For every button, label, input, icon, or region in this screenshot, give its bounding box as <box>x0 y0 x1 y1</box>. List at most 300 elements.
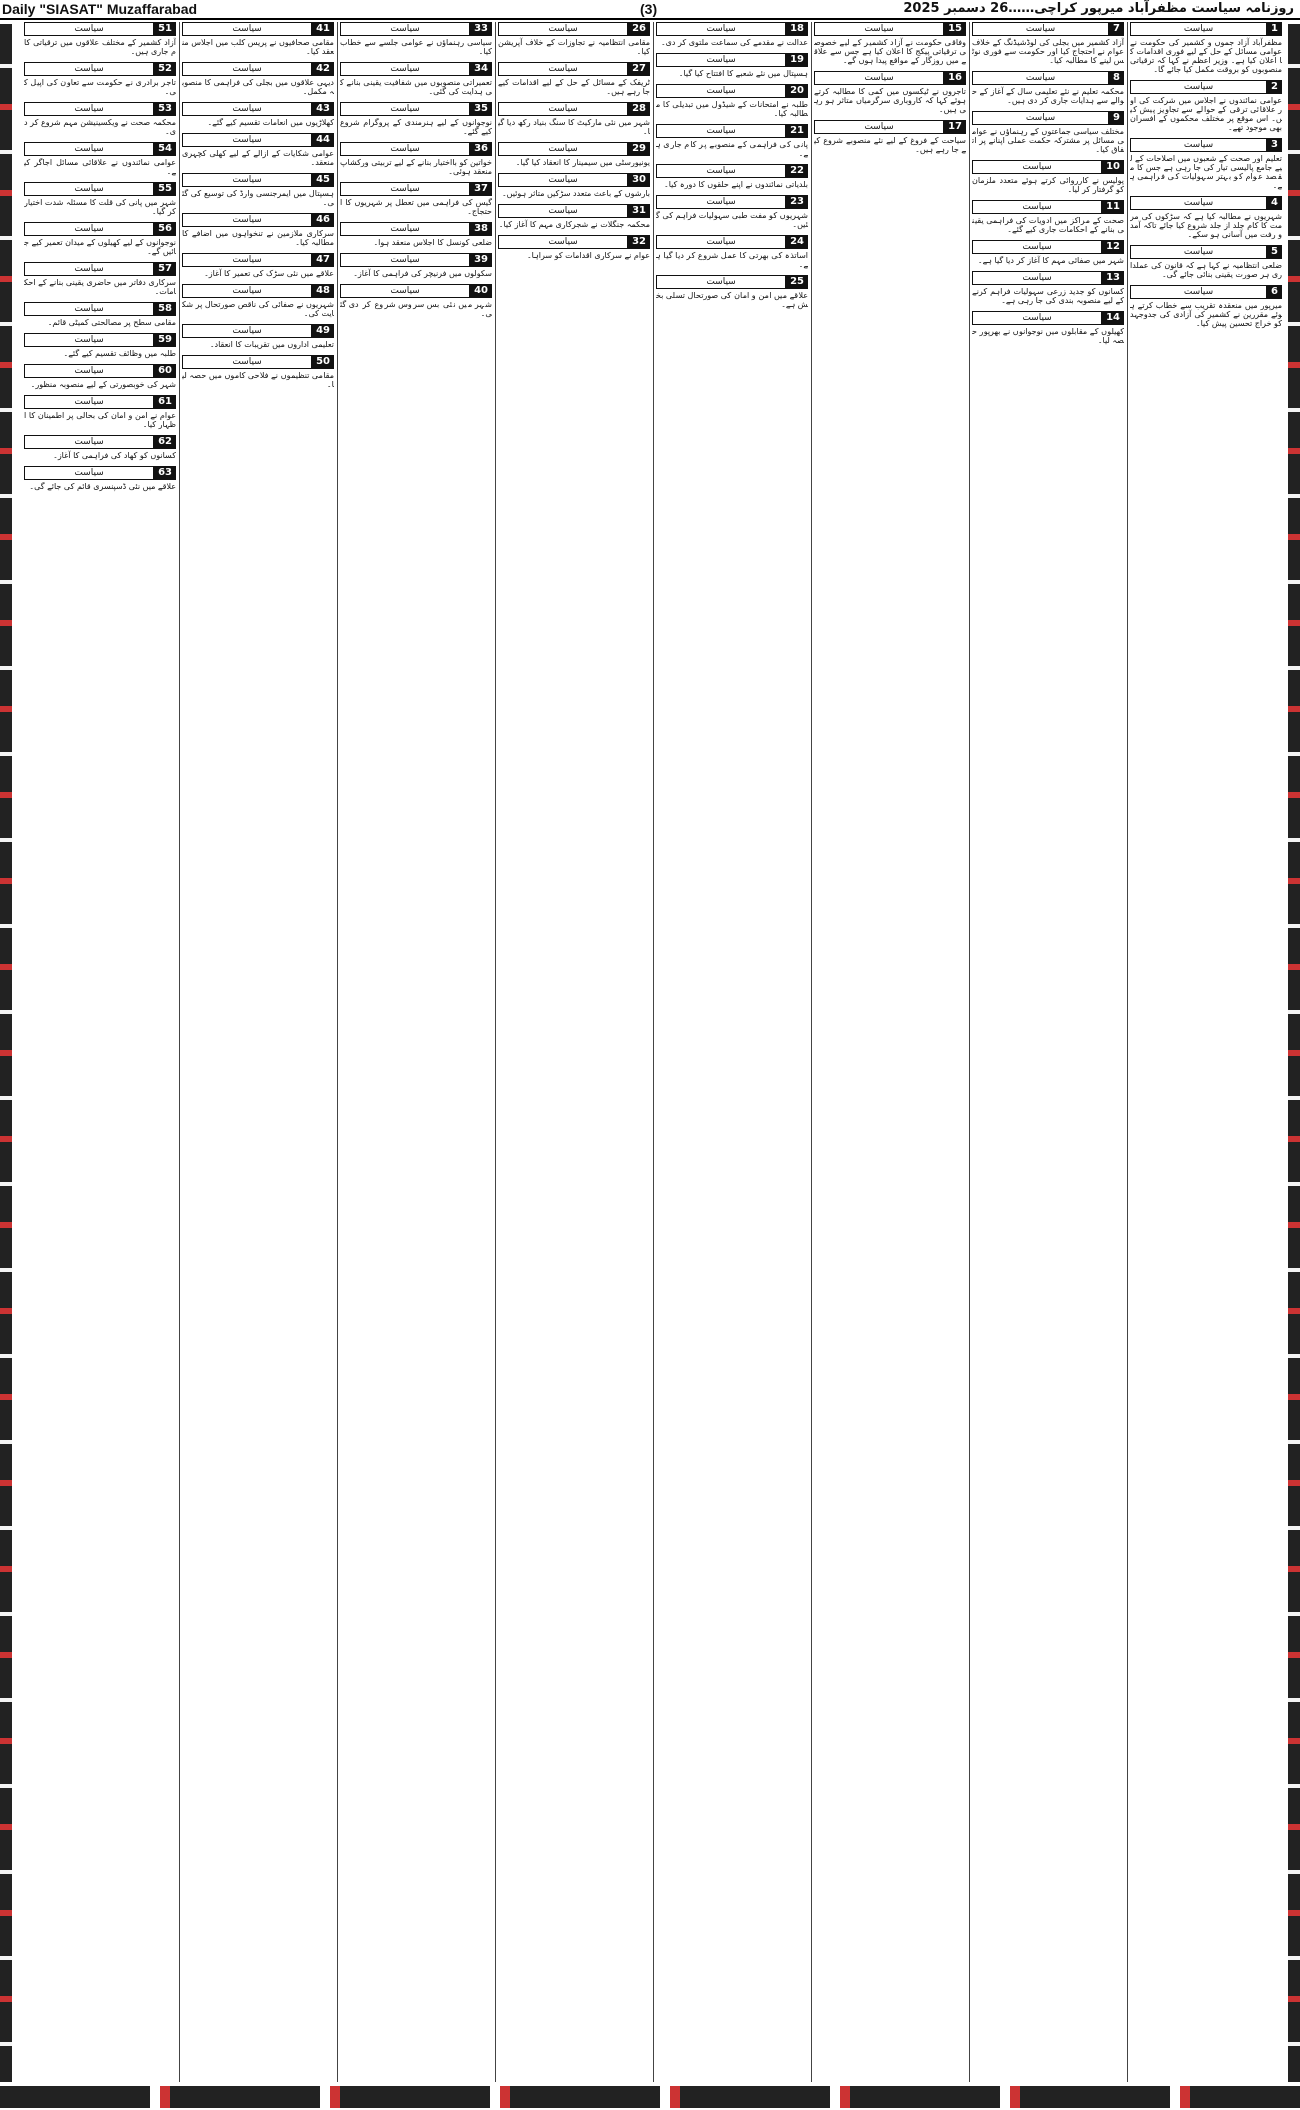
story-header <box>498 235 650 249</box>
story-brand: سیاست <box>24 302 154 316</box>
story-header <box>182 22 334 36</box>
story-header <box>340 284 492 298</box>
news-story <box>1130 22 1282 74</box>
story-brand: سیاست <box>972 160 1102 174</box>
news-story <box>656 84 808 118</box>
story-text: گیس کی فراہمی میں تعطل پر شہریوں کا احتجاج۔ <box>340 198 492 216</box>
story-text: طلبہ میں وظائف تقسیم کیے گئے۔ <box>63 349 176 358</box>
story-brand: سیاست <box>24 222 154 236</box>
story-text: عوام نے امن و امان کی بحالی پر اطمینان کا اظہار کیا۔ <box>24 411 176 429</box>
column-divider <box>653 22 654 2082</box>
story-number: 4 <box>1267 196 1282 210</box>
story-text: سیاحت کے فروغ کے لیے نئے منصوبے شروع کیے جا رہے ہیں۔ <box>814 136 966 154</box>
story-text: وفاقی حکومت نے آزاد کشمیر کے لیے خصوصی ترقیاتی پیکج کا اعلان کیا ہے جس سے علاقے میں روزگار کے مواقع پیدا ہوں گے۔ <box>814 38 966 65</box>
story-number: 35 <box>470 102 492 116</box>
story-number: 55 <box>154 182 176 196</box>
masthead-left: Daily "SIASAT" Muzaffarabad <box>2 1 198 17</box>
news-story <box>972 200 1124 234</box>
story-text: شہر میں صفائی مہم کا آغاز کر دیا گیا ہے۔ <box>977 256 1124 265</box>
story-number: 47 <box>312 253 334 267</box>
story-text: کسانوں کو جدید زرعی سہولیات فراہم کرنے کے لیے منصوبہ بندی کی جا رہی ہے۔ <box>972 287 1124 305</box>
story-brand: سیاست <box>24 364 154 378</box>
story-text: شہریوں نے مطالبہ کیا ہے کہ سڑکوں کی مرمت کا کام جلد از جلد شروع کیا جائے تاکہ آمد و رفت میں آسانی ہو سکے۔ <box>1130 212 1282 239</box>
story-text: عوام نے سرکاری اقدامات کو سراہا۔ <box>526 251 650 260</box>
news-story <box>972 271 1124 305</box>
story-text: خواتین کو بااختیار بنانے کے لیے تربیتی ورکشاپ منعقد ہوئی۔ <box>340 158 492 176</box>
story-header <box>1130 196 1282 210</box>
story-header <box>972 200 1124 214</box>
story-brand: سیاست <box>972 311 1102 325</box>
story-text: بارشوں کے باعث متعدد سڑکیں متاثر ہوئیں۔ <box>501 189 650 198</box>
story-number: 8 <box>1109 71 1124 85</box>
story-text: علاقے میں نئی سڑک کی تعمیر کا آغاز۔ <box>204 269 334 278</box>
story-header <box>24 395 176 409</box>
story-text: عوامی نمائندوں نے علاقائی مسائل اجاگر کیے۔ <box>24 158 176 176</box>
news-story <box>972 240 1124 265</box>
story-brand: سیاست <box>182 173 312 187</box>
news-story <box>182 22 334 56</box>
story-brand: سیاست <box>656 275 786 289</box>
story-brand: سیاست <box>182 324 312 338</box>
story-text: میرپور میں منعقدہ تقریب سے خطاب کرتے ہوئے مقررین نے کشمیر کی آزادی کی جدوجہد کو خراج تحسین پیش کیا۔ <box>1130 301 1282 328</box>
story-brand: سیاست <box>24 435 154 449</box>
story-number: 44 <box>312 133 334 147</box>
news-story <box>24 22 176 56</box>
news-story <box>814 71 966 114</box>
news-story <box>24 62 176 96</box>
story-brand: سیاست <box>656 84 786 98</box>
column-divider <box>495 22 496 2082</box>
news-story <box>656 195 808 229</box>
news-story <box>340 62 492 96</box>
story-header <box>656 22 808 36</box>
story-number: 61 <box>154 395 176 409</box>
story-number: 16 <box>944 71 966 85</box>
story-header <box>24 333 176 347</box>
story-text: عدالت نے مقدمے کی سماعت ملتوی کر دی۔ <box>660 38 808 47</box>
story-header <box>340 62 492 76</box>
story-header <box>182 324 334 338</box>
story-number: 23 <box>786 195 808 209</box>
news-story <box>1130 285 1282 328</box>
story-number: 39 <box>470 253 492 267</box>
news-column <box>1130 22 1282 2082</box>
story-brand: سیاست <box>1130 80 1267 94</box>
story-text: مقامی تنظیموں نے فلاحی کاموں میں حصہ لیا۔ <box>182 371 334 389</box>
story-brand: سیاست <box>1130 285 1267 299</box>
story-number: 60 <box>154 364 176 378</box>
story-number: 53 <box>154 102 176 116</box>
story-number: 20 <box>786 84 808 98</box>
story-header <box>1130 245 1282 259</box>
story-brand: سیاست <box>498 235 628 249</box>
story-brand: سیاست <box>814 120 944 134</box>
story-brand: سیاست <box>498 62 628 76</box>
story-text: محکمہ تعلیم نے نئے تعلیمی سال کے آغاز کے حوالے سے ہدایات جاری کر دی ہیں۔ <box>972 87 1124 105</box>
news-story <box>24 302 176 327</box>
news-story <box>656 164 808 189</box>
news-story <box>182 102 334 127</box>
news-story <box>498 204 650 229</box>
story-header <box>972 71 1124 85</box>
page-number: (3) <box>640 1 658 17</box>
story-number: 10 <box>1102 160 1124 174</box>
story-header <box>1130 80 1282 94</box>
story-brand: سیاست <box>498 102 628 116</box>
story-brand: سیاست <box>972 71 1109 85</box>
news-story <box>340 284 492 318</box>
story-text: ضلعی کونسل کا اجلاس منعقد ہوا۔ <box>373 238 492 247</box>
story-brand: سیاست <box>182 133 312 147</box>
story-text: دیہی علاقوں میں بجلی کی فراہمی کا منصوبہ مکمل۔ <box>182 78 334 96</box>
story-brand: سیاست <box>972 240 1102 254</box>
story-header <box>340 102 492 116</box>
story-number: 45 <box>312 173 334 187</box>
news-story <box>24 435 176 460</box>
story-number: 26 <box>628 22 650 36</box>
story-text: پولیس نے کارروائی کرتے ہوئے متعدد ملزمان کو گرفتار کر لیا۔ <box>972 176 1124 194</box>
story-number: 29 <box>628 142 650 156</box>
story-number: 41 <box>312 22 334 36</box>
news-story <box>182 213 334 247</box>
story-brand: سیاست <box>182 102 312 116</box>
story-header <box>972 22 1124 36</box>
story-number: 51 <box>154 22 176 36</box>
story-header <box>972 311 1124 325</box>
story-header <box>972 111 1124 125</box>
column-divider <box>1127 22 1128 2082</box>
news-story <box>182 133 334 167</box>
story-text: مقامی انتظامیہ نے تجاوزات کے خلاف آپریشن کیا۔ <box>498 38 650 56</box>
story-header <box>24 466 176 480</box>
story-brand: سیاست <box>24 466 154 480</box>
story-text: مقامی صحافیوں نے پریس کلب میں اجلاس منعقد کیا۔ <box>182 38 334 56</box>
news-story <box>182 253 334 278</box>
masthead-right: روزنامہ سیاست مظفرآباد میرپور کراچی……26 دسمبر 2025 <box>903 1 1294 16</box>
story-text: تاجر برادری نے حکومت سے تعاون کی اپیل کی۔ <box>24 78 176 96</box>
news-story <box>498 142 650 167</box>
story-number: 13 <box>1102 271 1124 285</box>
story-text: پانی کی فراہمی کے منصوبے پر کام جاری ہے۔ <box>656 140 808 158</box>
news-story <box>24 262 176 296</box>
story-number: 36 <box>470 142 492 156</box>
story-brand: سیاست <box>182 284 312 298</box>
story-header <box>972 160 1124 174</box>
story-number: 54 <box>154 142 176 156</box>
story-number: 52 <box>154 62 176 76</box>
story-header <box>24 22 176 36</box>
story-number: 27 <box>628 62 650 76</box>
news-story <box>972 22 1124 65</box>
story-text: تعلیمی اداروں میں تقریبات کا انعقاد۔ <box>209 340 334 349</box>
story-text: عوامی شکایات کے ازالے کے لیے کھلی کچہری منعقد۔ <box>182 149 334 167</box>
story-header <box>656 53 808 67</box>
story-number: 42 <box>312 62 334 76</box>
story-header <box>340 142 492 156</box>
right-ornament-border <box>1288 24 1300 2082</box>
story-number: 24 <box>786 235 808 249</box>
story-brand: سیاست <box>1130 196 1267 210</box>
news-story <box>340 222 492 247</box>
news-story <box>972 71 1124 105</box>
story-number: 5 <box>1267 245 1282 259</box>
story-brand: سیاست <box>656 22 786 36</box>
story-brand: سیاست <box>24 102 154 116</box>
news-story <box>972 160 1124 194</box>
story-number: 50 <box>312 355 334 369</box>
story-number: 21 <box>786 124 808 138</box>
news-story <box>340 253 492 278</box>
story-header <box>24 222 176 236</box>
story-brand: سیاست <box>656 195 786 209</box>
news-story <box>340 182 492 216</box>
story-header <box>1130 22 1282 36</box>
story-text: طلبہ نے امتحانات کے شیڈول میں تبدیلی کا مطالبہ کیا۔ <box>656 100 808 118</box>
news-story <box>656 22 808 47</box>
news-story <box>24 222 176 256</box>
news-story <box>1130 245 1282 279</box>
story-brand: سیاست <box>24 62 154 76</box>
story-number: 2 <box>1267 80 1282 94</box>
news-story <box>498 235 650 260</box>
story-header <box>656 195 808 209</box>
news-column <box>656 22 808 2082</box>
story-header <box>182 355 334 369</box>
story-brand: سیاست <box>24 22 154 36</box>
story-brand: سیاست <box>972 22 1109 36</box>
story-brand: سیاست <box>340 182 470 196</box>
story-brand: سیاست <box>340 142 470 156</box>
news-column <box>972 22 1124 2082</box>
story-header <box>24 364 176 378</box>
story-number: 22 <box>786 164 808 178</box>
story-text: نوجوانوں کے لیے ہنرمندی کے پروگرام شروع کیے گئے۔ <box>340 118 492 136</box>
story-brand: سیاست <box>24 333 154 347</box>
news-story <box>340 102 492 136</box>
news-story <box>340 142 492 176</box>
story-brand: سیاست <box>182 62 312 76</box>
story-header <box>182 133 334 147</box>
column-divider <box>811 22 812 2082</box>
story-text: آزاد کشمیر کے مختلف علاقوں میں ترقیاتی کام جاری ہیں۔ <box>24 38 176 56</box>
news-story <box>498 22 650 56</box>
story-header <box>656 235 808 249</box>
story-brand: سیاست <box>340 22 470 36</box>
story-brand: سیاست <box>1130 22 1267 36</box>
story-header <box>972 240 1124 254</box>
story-text: محکمہ صحت نے ویکسینیشن مہم شروع کر دی۔ <box>24 118 176 136</box>
story-number: 58 <box>154 302 176 316</box>
story-brand: سیاست <box>24 262 154 276</box>
news-column <box>182 22 334 2082</box>
story-header <box>340 253 492 267</box>
story-number: 43 <box>312 102 334 116</box>
story-header <box>24 102 176 116</box>
story-header <box>24 62 176 76</box>
news-story <box>498 102 650 136</box>
story-text: شہریوں نے صفائی کی ناقص صورتحال پر شکایت کی۔ <box>182 300 334 318</box>
story-text: یونیورسٹی میں سیمینار کا انعقاد کیا گیا۔ <box>515 158 650 167</box>
story-header <box>340 222 492 236</box>
column-divider <box>179 22 180 2082</box>
bottom-ornament-border <box>0 2086 1300 2108</box>
news-story <box>1130 138 1282 190</box>
story-header <box>498 204 650 218</box>
story-text: علاقے میں نئی ڈسپنسری قائم کی جائے گی۔ <box>29 482 176 491</box>
story-header <box>814 22 966 36</box>
story-header <box>340 182 492 196</box>
story-brand: سیاست <box>24 142 154 156</box>
story-brand: سیاست <box>972 111 1109 125</box>
story-brand: سیاست <box>340 102 470 116</box>
story-header <box>498 102 650 116</box>
news-story <box>972 311 1124 345</box>
news-story <box>182 324 334 349</box>
news-story <box>182 62 334 96</box>
story-number: 6 <box>1267 285 1282 299</box>
column-divider <box>337 22 338 2082</box>
story-header <box>1130 285 1282 299</box>
story-number: 18 <box>786 22 808 36</box>
story-text: شہر میں نئی مارکیٹ کا سنگ بنیاد رکھ دیا گیا۔ <box>498 118 650 136</box>
story-brand: سیاست <box>814 22 944 36</box>
news-story <box>814 120 966 154</box>
story-number: 46 <box>312 213 334 227</box>
story-number: 38 <box>470 222 492 236</box>
story-header <box>498 22 650 36</box>
story-text: سرکاری دفاتر میں حاضری یقینی بنانے کے احکامات۔ <box>24 278 176 296</box>
news-column <box>24 22 176 2082</box>
news-story <box>656 275 808 309</box>
story-brand: سیاست <box>498 22 628 36</box>
story-number: 14 <box>1102 311 1124 325</box>
news-story <box>656 53 808 78</box>
story-text: تعلیم اور صحت کے شعبوں میں اصلاحات کے لیے جامع پالیسی تیار کی جا رہی ہے جس کا مقصد عوام کو بہتر سہولیات کی فراہمی ہے۔ <box>1130 154 1282 190</box>
story-number: 31 <box>628 204 650 218</box>
news-story <box>24 333 176 358</box>
news-story <box>498 173 650 198</box>
story-number: 28 <box>628 102 650 116</box>
story-number: 48 <box>312 284 334 298</box>
story-header <box>972 271 1124 285</box>
story-text: اساتذہ کی بھرتی کا عمل شروع کر دیا گیا ہے۔ <box>656 251 808 269</box>
story-header <box>656 84 808 98</box>
story-number: 17 <box>944 120 966 134</box>
story-brand: سیاست <box>656 164 786 178</box>
story-brand: سیاست <box>340 222 470 236</box>
story-brand: سیاست <box>24 395 154 409</box>
news-story <box>1130 196 1282 239</box>
story-number: 1 <box>1267 22 1282 36</box>
story-header <box>24 262 176 276</box>
story-header <box>24 182 176 196</box>
story-header <box>182 253 334 267</box>
news-story <box>182 173 334 207</box>
story-brand: سیاست <box>182 355 312 369</box>
story-text: ہسپتال میں ایمرجنسی وارڈ کی توسیع کی گئی۔ <box>182 189 334 207</box>
story-text: مقامی سطح پر مصالحتی کمیٹی قائم۔ <box>47 318 176 327</box>
story-header <box>656 275 808 289</box>
story-text: ہسپتال میں نئے شعبے کا افتتاح کیا گیا۔ <box>678 69 808 78</box>
story-number: 19 <box>786 53 808 67</box>
news-story <box>814 22 966 65</box>
story-brand: سیاست <box>182 253 312 267</box>
story-text: سیاسی رہنماؤں نے عوامی جلسے سے خطاب کیا۔ <box>340 38 492 56</box>
story-text: سرکاری ملازمین نے تنخواہوں میں اضافے کا مطالبہ کیا۔ <box>182 229 334 247</box>
story-brand: سیاست <box>656 124 786 138</box>
story-text: کھلاڑیوں میں انعامات تقسیم کیے گئے۔ <box>207 118 334 127</box>
story-brand: سیاست <box>972 200 1102 214</box>
story-text: عوامی نمائندوں نے اجلاس میں شرکت کی اور علاقائی ترقی کے حوالے سے تجاویز پیش کیں۔ اس موقع پر مختلف محکموں کے افسران بھی موجود تھے۔ <box>1130 96 1282 132</box>
news-story <box>182 355 334 389</box>
story-text: صحت کے مراکز میں ادویات کی فراہمی یقینی بنانے کے احکامات جاری کیے گئے۔ <box>972 216 1124 234</box>
story-text: ٹریفک کے مسائل کے حل کے لیے اقدامات کیے جا رہے ہیں۔ <box>498 78 650 96</box>
news-story <box>24 395 176 429</box>
story-number: 30 <box>628 173 650 187</box>
story-text: نوجوانوں کے لیے کھیلوں کے میدان تعمیر کیے جائیں گے۔ <box>24 238 176 256</box>
news-story <box>656 124 808 158</box>
story-number: 25 <box>786 275 808 289</box>
news-story <box>24 142 176 176</box>
left-ornament-border <box>0 24 12 2082</box>
news-story <box>24 364 176 389</box>
story-header <box>182 173 334 187</box>
story-text: شہر میں پانی کی قلت کا مسئلہ شدت اختیار کر گیا۔ <box>24 198 176 216</box>
story-header <box>182 102 334 116</box>
story-brand: سیاست <box>1130 245 1267 259</box>
story-text: تاجروں نے ٹیکسوں میں کمی کا مطالبہ کرتے ہوئے کہا کہ کاروباری سرگرمیاں متاثر ہو رہی ہیں۔ <box>814 87 966 114</box>
news-story <box>656 235 808 269</box>
story-number: 7 <box>1109 22 1124 36</box>
story-text: ضلعی انتظامیہ نے کہا ہے کہ قانون کی عملداری ہر صورت یقینی بنائی جائے گی۔ <box>1130 261 1282 279</box>
story-text: مظفرآباد آزاد جموں و کشمیر کی حکومت نے عوامی مسائل کے حل کے لیے فوری اقدامات کا اعلان کیا ہے۔ وزیر اعظم نے کہا کہ ترقیاتی منصوبوں کو بروقت مکمل کیا جائے گا۔ <box>1130 38 1282 74</box>
story-number: 57 <box>154 262 176 276</box>
story-brand: سیاست <box>656 53 786 67</box>
story-brand: سیاست <box>498 173 628 187</box>
story-header <box>814 71 966 85</box>
story-text: کسانوں کو کھاد کی فراہمی کا آغاز۔ <box>53 451 176 460</box>
story-brand: سیاست <box>498 204 628 218</box>
news-story <box>498 62 650 96</box>
news-story <box>24 102 176 136</box>
story-text: کھیلوں کے مقابلوں میں نوجوانوں نے بھرپور حصہ لیا۔ <box>972 327 1124 345</box>
story-header <box>498 173 650 187</box>
news-story <box>340 22 492 56</box>
news-column <box>498 22 650 2082</box>
story-brand: سیاست <box>340 253 470 267</box>
story-header <box>182 284 334 298</box>
story-header <box>1130 138 1282 152</box>
news-story <box>1130 80 1282 132</box>
news-column <box>814 22 966 2082</box>
story-number: 3 <box>1267 138 1282 152</box>
story-number: 34 <box>470 62 492 76</box>
story-brand: سیاست <box>24 182 154 196</box>
story-number: 11 <box>1102 200 1124 214</box>
story-brand: سیاست <box>1130 138 1267 152</box>
story-header <box>498 142 650 156</box>
news-column <box>340 22 492 2082</box>
story-text: آزاد کشمیر میں بجلی کی لوڈشیڈنگ کے خلاف عوام نے احتجاج کیا اور حکومت سے فوری نوٹس لینے کا مطالبہ کیا۔ <box>972 38 1124 65</box>
story-number: 40 <box>470 284 492 298</box>
story-header <box>656 124 808 138</box>
story-number: 56 <box>154 222 176 236</box>
story-brand: سیاست <box>656 235 786 249</box>
story-number: 49 <box>312 324 334 338</box>
story-header <box>24 302 176 316</box>
story-brand: سیاست <box>498 142 628 156</box>
story-number: 9 <box>1109 111 1124 125</box>
